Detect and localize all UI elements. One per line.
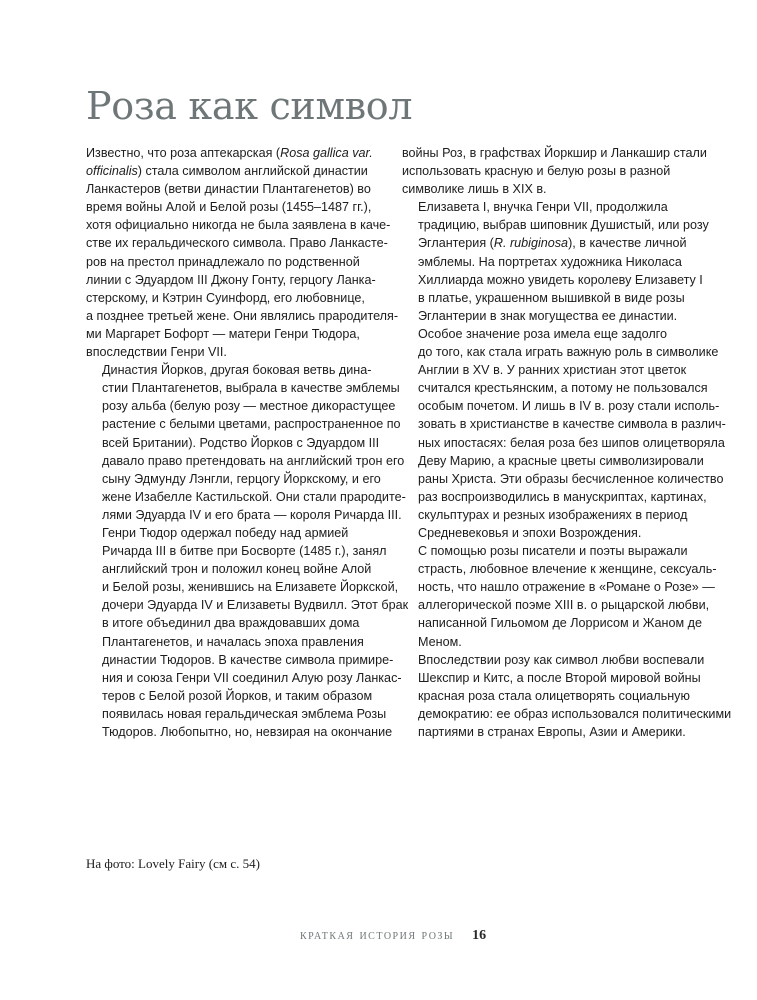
text-segment: ров на престол принадлежало по родственной xyxy=(86,254,360,269)
text-segment: ность, что нашло отражение в «Романе о Розе» — xyxy=(418,580,715,595)
text-line xyxy=(86,307,399,325)
text-segment: раз воспроизводились в манускриптах, картинах, xyxy=(418,489,707,504)
text-line xyxy=(402,723,706,741)
text-segment: теров с Белой розой Йорков, и таким образом xyxy=(102,688,373,703)
text-line xyxy=(86,379,400,397)
text-line xyxy=(402,524,706,542)
paragraph xyxy=(86,144,399,361)
text-line xyxy=(86,434,390,452)
text-line xyxy=(86,144,390,162)
text-line xyxy=(86,578,399,596)
text-segment: Шекспир и Китс, а после Второй мировой войны xyxy=(418,670,701,685)
text-segment: Эглантерия ( xyxy=(418,236,494,251)
text-line xyxy=(402,289,706,307)
text-line xyxy=(86,361,390,379)
text-line xyxy=(402,542,706,560)
text-segment: ми Маргарет Бофорт — матери Генри Тюдора, xyxy=(86,326,360,341)
text-segment: аллегорической поэме XIII в. о рыцарской любви, xyxy=(418,598,710,613)
text-line xyxy=(86,542,390,560)
paragraph xyxy=(402,542,717,651)
text-line xyxy=(86,180,390,198)
text-segment: символике лишь в XIX в. xyxy=(402,182,547,197)
text-line xyxy=(86,723,393,741)
text-line xyxy=(86,470,390,488)
text-segment: ), в качестве личной xyxy=(568,236,687,251)
text-line xyxy=(86,162,390,180)
text-segment: считался крестьянским, а потому не пользовался xyxy=(418,381,708,396)
text-segment: Ричарда III в битве при Босворте (1485 г.), занял xyxy=(102,544,387,559)
text-line xyxy=(402,343,719,361)
text-line xyxy=(402,307,706,325)
text-segment: партиями в странах Европы, Азии и Америки. xyxy=(418,725,686,739)
text-segment: Тюдоров. Любопытно, но, невзирая на окончание xyxy=(102,725,393,739)
text-line xyxy=(86,488,406,506)
text-line xyxy=(86,506,402,524)
text-line xyxy=(402,633,706,651)
text-segment: ния и союза Генри VII соединил Алую розу Ланкас- xyxy=(102,670,402,685)
text-segment: сыну Эдмунду Лэнгли, герцогу Йоркскому, и его xyxy=(102,471,381,486)
text-line xyxy=(402,560,717,578)
text-line xyxy=(402,271,706,289)
text-segment: традицию, выбрав шиповник Душистый, или розу xyxy=(418,218,709,233)
text-segment: Меном. xyxy=(418,634,462,649)
text-segment: Известно, что роза аптекарская ( xyxy=(86,146,281,160)
text-line xyxy=(86,325,390,343)
text-line xyxy=(86,397,396,415)
text-line xyxy=(402,162,706,180)
text-segment: Елизавета I, внучка Генри VII, продолжила xyxy=(418,200,668,215)
text-segment: стве их геральдического символа. Право Ланкасте- xyxy=(86,236,388,251)
text-line xyxy=(86,415,401,433)
text-segment: жене Изабелле Кастильской. Они стали прародите- xyxy=(102,489,406,504)
text-line xyxy=(86,614,390,632)
text-line xyxy=(402,669,706,687)
text-line xyxy=(402,415,726,433)
text-line xyxy=(86,524,390,542)
paragraph xyxy=(86,361,406,524)
text-segment: Ланкастеров (ветви династии Плантагенетов) во xyxy=(86,182,371,197)
text-line xyxy=(402,180,706,198)
text-line xyxy=(402,651,706,669)
text-line xyxy=(86,596,409,614)
text-line xyxy=(86,633,390,651)
text-line xyxy=(402,379,706,397)
paragraph xyxy=(86,524,409,741)
text-segment: дочери Эдуарда IV и Елизаветы Вудвилл. Этот брак xyxy=(102,598,409,613)
text-segment: Эглантерии в знак могущества ее династии. xyxy=(418,308,678,323)
text-line xyxy=(402,397,720,415)
text-segment: линии с Эдуардом III Джону Гонту, герцогу Ланка- xyxy=(86,272,376,287)
text-line xyxy=(86,560,390,578)
text-line xyxy=(86,687,390,705)
text-line xyxy=(402,488,706,506)
page-footer xyxy=(300,926,486,944)
paragraph xyxy=(402,198,709,325)
text-column-right xyxy=(402,144,732,741)
text-line xyxy=(402,687,706,705)
text-segment: ных ипостасях: белая роза без шипов олицетворяла xyxy=(418,435,725,450)
text-segment: а позднее третьей жене. Они являлись прародителя- xyxy=(86,308,399,323)
latin-name-italic: Rosa gallica var. xyxy=(280,146,373,160)
text-segment: зовать в христианстве в качестве символа в различ- xyxy=(418,417,726,432)
text-segment: эмблемы. На портретах художника Николаса xyxy=(418,254,682,269)
text-segment: династии Тюдоров. В качестве символа примире- xyxy=(102,652,394,667)
text-line xyxy=(86,289,390,307)
text-segment: всей Британии). Родство Йорков с Эдуардом III xyxy=(102,435,380,450)
paragraph xyxy=(402,651,732,741)
text-segment: появилась новая геральдическая эмблема Розы xyxy=(102,706,387,721)
latin-name-italic: R. rubiginosa xyxy=(493,236,569,251)
text-segment: английский трон и положил конец войне Алой xyxy=(102,562,372,577)
text-line xyxy=(86,705,390,723)
text-segment: красная роза стала олицетворять социальную xyxy=(418,688,690,703)
text-line xyxy=(402,325,706,343)
text-segment: в итоге объединил два враждовавших дома xyxy=(102,616,360,631)
text-segment: Особое значение роза имела еще задолго xyxy=(418,326,667,341)
text-segment: розу альба (белую розу — местное дикорастущее xyxy=(102,399,396,414)
text-segment: до того, как стала играть важную роль в символике xyxy=(418,345,719,360)
text-segment: впоследствии Генри VII. xyxy=(86,345,227,360)
text-segment: Англии в XV в. У ранних христиан этот цветок xyxy=(418,363,687,378)
text-line xyxy=(402,198,706,216)
text-segment: демократию: ее образ использовался политическими xyxy=(418,706,732,721)
page-title: Роза как символ xyxy=(86,84,413,128)
text-line xyxy=(402,361,706,379)
text-segment: хотя официально никогда не была заявлена в каче- xyxy=(86,218,391,233)
text-line xyxy=(402,144,706,162)
text-line xyxy=(402,253,706,271)
paragraph xyxy=(402,325,726,542)
text-line xyxy=(402,452,706,470)
text-segment: скульптурах и резных изображениях в период xyxy=(418,507,688,522)
text-segment: Династия Йорков, другая боковая ветвь дина- xyxy=(102,363,372,378)
text-line xyxy=(86,234,390,252)
text-segment: раны Христа. Эти образы бесчисленное количество xyxy=(418,471,724,486)
text-segment: лями Эдуарда IV и его брата — короля Ричарда III. xyxy=(102,507,402,522)
text-segment: войны Роз, в графствах Йоркшир и Ланкашир стали xyxy=(402,146,707,160)
text-line xyxy=(402,614,706,632)
text-segment: использовать красную и белую розы в разной xyxy=(402,164,671,179)
text-segment: и Белой розы, женившись на Елизавете Йоркской, xyxy=(102,580,399,595)
text-line xyxy=(86,651,394,669)
text-segment: растение с белыми цветами, распространенное по xyxy=(102,417,401,432)
text-segment: в платье, украшенном вышивкой в виде розы xyxy=(418,290,685,305)
text-line xyxy=(86,216,390,234)
text-segment: время войны Алой и Белой розы (1455–1487 гг.), xyxy=(86,200,372,215)
text-line xyxy=(86,253,390,271)
page-number: 16 xyxy=(472,928,487,943)
text-segment: Впоследствии розу как символ любви воспевали xyxy=(418,652,705,667)
text-segment: давало право претендовать на английский трон его xyxy=(102,453,405,468)
latin-name-italic: officinalis xyxy=(86,164,138,179)
text-segment: Средневековья и эпохи Возрождения. xyxy=(418,525,642,540)
text-segment: ) стала символом английской династии xyxy=(137,164,368,179)
text-line xyxy=(86,452,405,470)
text-segment: С помощью розы писатели и поэты выражали xyxy=(418,544,688,559)
paragraph xyxy=(402,144,706,198)
text-segment: Хиллиарда можно увидеть королеву Елизавету I xyxy=(418,272,703,287)
text-line xyxy=(86,669,402,687)
text-line xyxy=(402,216,709,234)
text-segment: Плантагенетов, и началась эпоха правления xyxy=(102,634,364,649)
text-segment: страсть, любовное влечение к женщине, сексуаль- xyxy=(418,562,717,577)
text-line xyxy=(402,705,732,723)
text-line xyxy=(86,271,390,289)
text-segment: особым почетом. И лишь в IV в. розу стали исполь- xyxy=(418,399,720,414)
text-segment: стерскому, и Кэтрин Суинфорд, его любовнице, xyxy=(86,290,365,305)
text-line xyxy=(86,343,390,361)
text-line xyxy=(402,578,715,596)
text-segment: Генри Тюдор одержал победу над армией xyxy=(102,525,349,540)
text-column-left xyxy=(86,144,409,741)
text-line xyxy=(402,506,706,524)
running-title: краткая история розы xyxy=(300,928,455,943)
text-line xyxy=(402,234,706,252)
text-segment: стии Плантагенетов, выбрала в качестве эмблемы xyxy=(102,381,400,396)
text-line xyxy=(402,434,725,452)
text-line xyxy=(86,198,390,216)
text-segment: Деву Марию, а красные цветы символизировали xyxy=(418,453,704,468)
photo-caption: На фото: Lovely Fairy (см с. 54) xyxy=(86,856,260,871)
text-line xyxy=(402,596,710,614)
text-line xyxy=(402,470,724,488)
text-segment: написанной Гильомом де Лоррисом и Жаном де xyxy=(418,616,702,631)
